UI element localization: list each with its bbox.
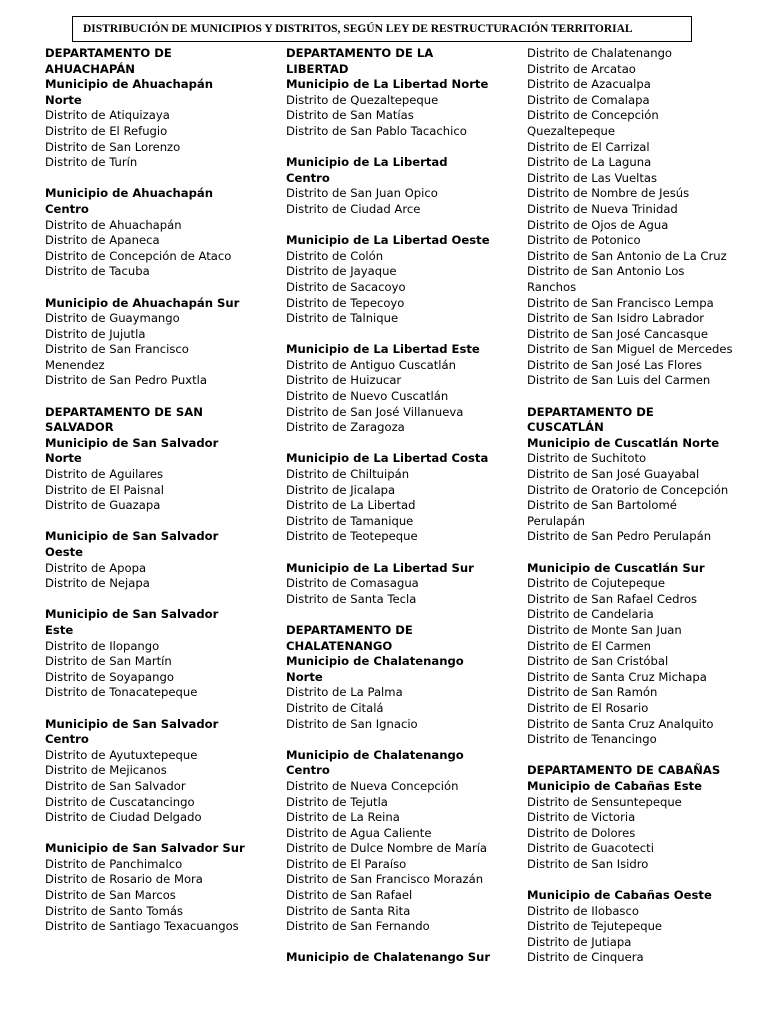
district-entry: Distrito de Ilopango xyxy=(45,638,160,653)
district-entry: Distrito de Ilobasco xyxy=(527,903,639,918)
section-heading: Municipio de San Salvador xyxy=(45,435,219,450)
section-heading: Centro xyxy=(45,732,89,747)
district-entry: Distrito de Jujutla xyxy=(45,326,146,341)
section-heading: Municipio de Cuscatlán Sur xyxy=(527,560,705,575)
section-heading: DEPARTAMENTO DE xyxy=(45,46,172,60)
section-heading: Municipio de San Salvador xyxy=(45,529,219,544)
district-entry: Distrito de San Bartolomé xyxy=(527,498,677,513)
district-entry: Distrito de San José Villanueva xyxy=(286,404,464,419)
section-heading: Centro xyxy=(286,763,330,778)
district-entry: Distrito de Talnique xyxy=(286,311,399,326)
district-entry: Distrito de Chalatenango xyxy=(527,46,673,60)
district-entry: Distrito de San Pedro Perulapán xyxy=(527,529,712,544)
district-entry: Distrito de Candelaria xyxy=(527,607,654,622)
district-entry: Quezaltepeque xyxy=(527,123,616,138)
district-entry: Distrito de La Reina xyxy=(286,810,400,825)
district-entry: Distrito de El Carrizal xyxy=(527,139,650,154)
district-entry: Distrito de San José Cancasque xyxy=(527,326,708,341)
district-entry: Distrito de Ciudad Delgado xyxy=(45,810,202,825)
district-entry: Distrito de Santa Rita xyxy=(286,903,411,918)
spacer xyxy=(286,607,490,623)
spacer xyxy=(45,592,245,608)
spacer xyxy=(286,140,490,156)
district-entry: Distrito de Dulce Nombre de María xyxy=(286,841,488,856)
section-heading: DEPARTAMENTO DE xyxy=(286,622,413,637)
district-entry: Distrito de Tepecoyo xyxy=(286,295,405,310)
section-heading: Norte xyxy=(45,451,82,466)
district-entry: Distrito de Teotepeque xyxy=(286,529,418,544)
district-entry: Distrito de Huizucar xyxy=(286,373,402,388)
district-entry: Distrito de San Isidro xyxy=(527,856,649,871)
district-entry: Distrito de Suchitoto xyxy=(527,451,647,466)
district-entry: Distrito de Santa Cruz Analquito xyxy=(527,716,714,731)
district-entry: Distrito de Cinquera xyxy=(527,950,644,965)
section-heading: Centro xyxy=(45,201,89,216)
district-entry: Distrito de Tamanique xyxy=(286,513,414,528)
district-entry: Distrito de Guazapa xyxy=(45,498,161,513)
section-heading: Municipio de La Libertad Este xyxy=(286,342,480,357)
spacer xyxy=(45,280,245,296)
district-entry: Distrito de Oratorio de Concepción xyxy=(527,482,729,497)
column-1 xyxy=(45,46,245,935)
district-entry: Distrito de San Pedro Puxtla xyxy=(45,373,207,388)
district-entry: Distrito de Cojutepeque xyxy=(527,576,665,591)
district-entry: Distrito de El Rosario xyxy=(527,700,649,715)
district-entry: Distrito de Antiguo Cuscatlán xyxy=(286,357,456,372)
district-entry: Distrito de Chiltuipán xyxy=(286,467,410,482)
district-entry: Distrito de San Marcos xyxy=(45,888,176,903)
district-entry: Distrito de San Antonio Los xyxy=(527,264,685,279)
district-entry: Distrito de Tejutla xyxy=(286,794,388,809)
section-heading: CUSCATLÁN xyxy=(527,420,604,435)
district-entry: Distrito de Apopa xyxy=(45,560,147,575)
district-entry: Distrito de Zaragoza xyxy=(286,420,405,435)
district-entry: Distrito de Ahuachapán xyxy=(45,217,182,232)
district-entry: Distrito de Santa Tecla xyxy=(286,591,417,606)
district-entry: Distrito de Jayaque xyxy=(286,264,397,279)
spacer xyxy=(45,514,245,530)
spacer xyxy=(527,545,733,561)
district-entry: Distrito de San Fernando xyxy=(286,919,430,934)
section-heading: Municipio de San Salvador xyxy=(45,607,219,622)
district-entry: Perulapán xyxy=(527,513,585,528)
section-heading: Norte xyxy=(45,92,82,107)
section-heading: Municipio de Cuscatlán Norte xyxy=(527,435,720,450)
spacer xyxy=(527,872,733,888)
district-entry: Distrito de Agua Caliente xyxy=(286,825,432,840)
district-entry: Distrito de San Francisco Morazán xyxy=(286,872,484,887)
section-heading: Municipio de Chalatenango Sur xyxy=(286,950,491,965)
district-entry: Distrito de San Cristóbal xyxy=(527,654,669,669)
spacer xyxy=(527,389,733,405)
district-entry: Distrito de Tacuba xyxy=(45,264,150,279)
district-entry: Distrito de Tenancingo xyxy=(527,732,657,747)
section-heading: Municipio de Ahuachapán xyxy=(45,186,213,201)
spacer xyxy=(286,935,490,951)
spacer xyxy=(45,826,245,842)
district-entry: Distrito de Quezaltepeque xyxy=(286,92,439,107)
district-entry: Distrito de Aguilares xyxy=(45,467,164,482)
district-entry: Distrito de Guaymango xyxy=(45,311,180,326)
district-entry: Distrito de San Ramón xyxy=(527,685,658,700)
section-heading: LIBERTAD xyxy=(286,61,349,76)
section-heading: DEPARTAMENTO DE CABAÑAS xyxy=(527,763,721,778)
district-entry: Distrito de Ojos de Agua xyxy=(527,217,669,232)
district-entry: Distrito de El Carmen xyxy=(527,638,651,653)
spacer xyxy=(286,545,490,561)
district-entry: Distrito de San Ignacio xyxy=(286,716,418,731)
district-entry: Distrito de Ayutuxtepeque xyxy=(45,747,198,762)
district-entry: Distrito de Potonico xyxy=(527,233,641,248)
district-entry: Distrito de Cuscatancingo xyxy=(45,794,195,809)
spacer xyxy=(45,389,245,405)
district-entry: Distrito de La Libertad xyxy=(286,498,416,513)
district-entry: Distrito de Concepción xyxy=(527,108,659,123)
district-entry: Distrito de San Rafael xyxy=(286,888,413,903)
section-heading: Municipio de Ahuachapán xyxy=(45,77,213,92)
section-heading: CHALATENANGO xyxy=(286,638,393,653)
spacer xyxy=(286,732,490,748)
district-entry: Distrito de Comasagua xyxy=(286,576,419,591)
section-heading: Municipio de Ahuachapán Sur xyxy=(45,295,240,310)
district-entry: Distrito de Concepción de Ataco xyxy=(45,248,232,263)
district-entry: Distrito de Guacotecti xyxy=(527,841,654,856)
district-entry: Menendez xyxy=(45,357,105,372)
district-entry: Distrito de San Salvador xyxy=(45,778,186,793)
district-entry: Distrito de Sensuntepeque xyxy=(527,794,682,809)
district-entry: Distrito de San Antonio de La Cruz xyxy=(527,248,727,263)
district-entry: Distrito de Mejicanos xyxy=(45,763,167,778)
district-entry: Distrito de Sacacoyo xyxy=(286,279,406,294)
district-entry: Distrito de Ciudad Arce xyxy=(286,201,421,216)
district-entry: Distrito de Dolores xyxy=(527,825,636,840)
section-heading: Municipio de La Libertad Costa xyxy=(286,451,489,466)
district-entry: Distrito de El Refugio xyxy=(45,123,168,138)
district-entry: Distrito de Citalá xyxy=(286,700,384,715)
section-heading: Municipio de Chalatenango xyxy=(286,654,464,669)
district-entry: Distrito de Jutiapa xyxy=(527,934,632,949)
district-entry: Distrito de Monte San Juan xyxy=(527,622,682,637)
district-entry: Distrito de Santiago Texacuangos xyxy=(45,919,239,934)
district-entry: Distrito de Las Vueltas xyxy=(527,170,658,185)
section-heading: Municipio de La Libertad Oeste xyxy=(286,233,490,248)
district-entry: Distrito de San Isidro Labrador xyxy=(527,311,705,326)
district-entry: Distrito de San Francisco xyxy=(45,342,189,357)
column-3 xyxy=(527,46,733,966)
district-entry: Distrito de El Paisnal xyxy=(45,482,164,497)
district-entry: Distrito de San Matías xyxy=(286,108,414,123)
spacer xyxy=(527,748,733,764)
spacer xyxy=(286,436,490,452)
spacer xyxy=(45,171,245,187)
section-heading: Municipio de San Salvador xyxy=(45,716,219,731)
spacer xyxy=(286,218,490,234)
section-heading: Municipio de La Libertad Norte xyxy=(286,77,489,92)
district-entry: Distrito de Jicalapa xyxy=(286,482,396,497)
district-entry: Distrito de Nuevo Cuscatlán xyxy=(286,389,449,404)
district-entry: Distrito de San Miguel de Mercedes xyxy=(527,342,733,357)
section-heading: Municipio de La Libertad xyxy=(286,155,448,170)
district-entry: Distrito de La Palma xyxy=(286,685,403,700)
district-entry: Distrito de Nueva Trinidad xyxy=(527,201,678,216)
district-entry: Distrito de Tonacatepeque xyxy=(45,685,198,700)
district-entry: Distrito de Santa Cruz Michapa xyxy=(527,669,707,684)
section-heading: Municipio de Cabañas Oeste xyxy=(527,888,712,903)
district-entry: Distrito de Nejapa xyxy=(45,576,150,591)
section-heading: AHUACHAPÁN xyxy=(45,61,135,76)
section-heading: Municipio de Chalatenango xyxy=(286,747,464,762)
section-heading: Centro xyxy=(286,170,330,185)
district-entry: Ranchos xyxy=(527,279,577,294)
district-entry: Distrito de La Laguna xyxy=(527,155,652,170)
section-heading: DEPARTAMENTO DE SAN xyxy=(45,404,203,419)
section-heading: DEPARTAMENTO DE xyxy=(527,404,654,419)
section-heading: Norte xyxy=(286,669,323,684)
district-entry: Distrito de San José Guayabal xyxy=(527,467,700,482)
section-heading: Oeste xyxy=(45,545,84,559)
district-entry: Distrito de San Luis del Carmen xyxy=(527,373,711,388)
district-entry: Distrito de Nueva Concepción xyxy=(286,778,459,793)
section-heading: Municipio de La Libertad Sur xyxy=(286,560,474,575)
district-entry: Distrito de El Paraíso xyxy=(286,856,407,871)
spacer xyxy=(45,701,245,717)
district-entry: Distrito de San Rafael Cedros xyxy=(527,591,698,606)
district-entry: Distrito de Tejutepeque xyxy=(527,919,663,934)
district-entry: Distrito de San José Las Flores xyxy=(527,357,703,372)
section-heading: Este xyxy=(45,622,74,637)
district-entry: Distrito de Victoria xyxy=(527,810,636,825)
column-2 xyxy=(286,46,490,966)
district-entry: Distrito de Azacualpa xyxy=(527,77,651,92)
district-entry: Distrito de Colón xyxy=(286,248,384,263)
district-entry: Distrito de Atiquizaya xyxy=(45,108,170,123)
document-title: DISTRIBUCIÓN DE MUNICIPIOS Y DISTRITOS, SEGÚN LEY DE RESTRUCTURACIÓN TERRITORIAL xyxy=(72,16,692,42)
district-entry: Distrito de Santo Tomás xyxy=(45,903,184,918)
district-entry: Distrito de Arcatao xyxy=(527,61,636,76)
section-heading: Municipio de Cabañas Este xyxy=(527,778,703,793)
district-entry: Distrito de Apaneca xyxy=(45,233,160,248)
section-heading: DEPARTAMENTO DE LA xyxy=(286,46,434,60)
district-entry: Distrito de Turín xyxy=(45,155,138,170)
section-heading: SALVADOR xyxy=(45,420,114,435)
district-entry: Distrito de San Francisco Lempa xyxy=(527,295,714,310)
district-entry: Distrito de Nombre de Jesús xyxy=(527,186,690,201)
district-entry: Distrito de Soyapango xyxy=(45,669,174,684)
section-heading: Municipio de San Salvador Sur xyxy=(45,841,245,856)
district-entry: Distrito de San Pablo Tacachico xyxy=(286,123,467,138)
district-entry: Distrito de Rosario de Mora xyxy=(45,872,203,887)
district-entry: Distrito de San Martín xyxy=(45,654,172,669)
district-entry: Distrito de San Juan Opico xyxy=(286,186,438,201)
spacer xyxy=(286,327,490,343)
district-entry: Distrito de Comalapa xyxy=(527,92,650,107)
district-entry: Distrito de San Lorenzo xyxy=(45,139,181,154)
district-entry: Distrito de Panchimalco xyxy=(45,856,183,871)
